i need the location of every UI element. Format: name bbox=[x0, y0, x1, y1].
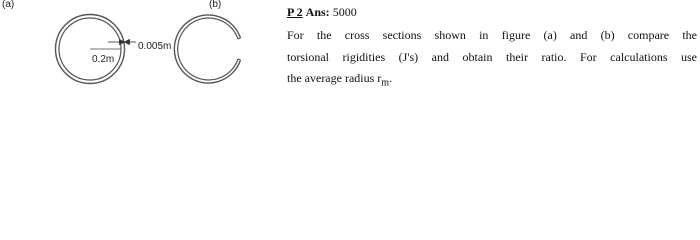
problem-statement bbox=[287, 4, 697, 94]
body-line-3: the average radius r bbox=[287, 71, 382, 85]
body-line-2: torsional rigidities (J's) and obtain their ratio. For calculations use bbox=[287, 49, 697, 64]
body-line-1: For the cross sections shown in figure (a) and (b) compare the bbox=[287, 28, 697, 42]
problem-number: P 2 bbox=[287, 5, 303, 19]
radius-subscript: m bbox=[381, 77, 390, 89]
thickness-arrows bbox=[108, 40, 136, 45]
body-end: . bbox=[389, 71, 393, 85]
body-line-3-wrap bbox=[287, 68, 697, 94]
cross-section-figure bbox=[0, 0, 280, 103]
answer-value: 5000 bbox=[332, 5, 357, 19]
label-a: (a) bbox=[2, 0, 15, 10]
problem-heading bbox=[287, 4, 697, 20]
answer-label: Ans: bbox=[305, 5, 330, 19]
thickness-label: 0.005m bbox=[138, 41, 172, 52]
label-b: (b) bbox=[209, 0, 222, 10]
radius-label: 0.2m bbox=[92, 54, 115, 65]
problem-body bbox=[287, 25, 697, 94]
tube-b-slit bbox=[174, 15, 240, 83]
